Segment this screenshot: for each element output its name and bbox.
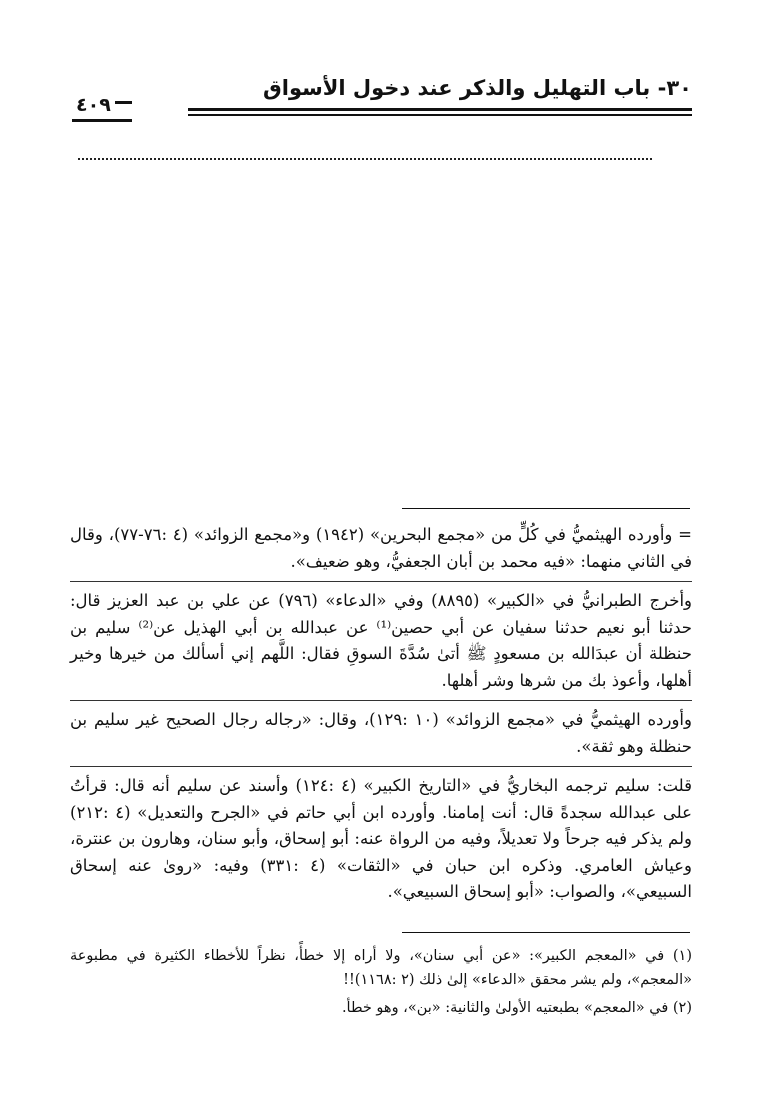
footnotes <box>70 944 692 1024</box>
paragraph-divider <box>70 766 692 767</box>
paragraph-divider <box>70 581 692 582</box>
note-paragraph: = وأورده الهيثميُّ في كُلٍّ من «مجمع البحرين» (١٩٤٢) و«مجمع الزوائد» (٤ :٧٦-٧٧)، وقال في الثاني منهما: «فيه محمد بن أبان الجعفيُّ، وهو ضعيف». <box>70 525 692 571</box>
dotted-separator <box>78 158 652 160</box>
continued-notes <box>70 522 692 912</box>
footnote-2: (٢) في «المعجم» بطبعتيه الأولىٰ والثانية: «بن»، وهو خطأ. <box>341 1000 692 1016</box>
notes-rule <box>402 508 690 509</box>
header-ornament-bottom <box>72 119 132 122</box>
footnote-rule <box>402 932 690 933</box>
note-paragraph: وأورده الهيثميُّ في «مجمع الزوائد» (١٠ :١٢٩)، وقال: «رجاله رجال الصحيح غير سليم بن حنظلة وهو ثقة». <box>70 710 692 756</box>
page-header <box>70 76 692 106</box>
note-paragraph: وأخرج الطبرانيُّ في «الكبير» (٨٨٩٥) وفي «الدعاء» (٧٩٦) عن علي بن عبد العزيز قال: حدثنا أبو نعيم حدثنا سفيان عن أبي حصين⁽¹⁾ عن عبدالله بن أبي الهذيل عن⁽²⁾ سليم بن حنظلة أن عبدَالله بن مسعودٍ ﷺ أتىٰ سُدَّةَ السوقِ فقال: اللَّهم إني أسألك من خيرها وخير أهلها، وأعوذ بك من شرها وشر أهلها. <box>70 591 692 690</box>
header-rule-thin <box>188 114 692 116</box>
header-rule <box>188 108 692 111</box>
footnote-1: (١) في «المعجم الكبير»: «عن أبي سنان»، ولا أراه إلا خطأً، نظراً للأخطاء الكثيرة في مطبوعة «المعجم»، ولم يشر محقق «الدعاء» إلىٰ ذلك (٢ :١١٦٨)!! <box>70 948 692 988</box>
chapter-title: ٣٠- باب التهليل والذكر عند دخول الأسواق <box>262 76 692 100</box>
note-paragraph: قلت: سليم ترجمه البخاريُّ في «التاريخ الكبير» (٤ :١٢٤) وأسند عن سليم أنه قال: قرأتُ على عبدالله سجدةً قال: أنت إمامنا. وأورده ابن أبي حاتم في «الجرح والتعديل» (٤ :٢١٢) ولم يذكر فيه جرحاً ولا تعديلاً، وفيه من الرواة عنه: أبو إسحاق، وأبو سنان، وهارون بن عنترة، وعياش العامري. وذكره ابن حبان في «الثقات» (٤ :٣٣١) وفيه: «روىٰ عنه إسحاق السبيعي»، والصواب: «أبو إسحاق السبيعي». <box>70 776 692 901</box>
paragraph-divider <box>70 700 692 701</box>
page-number: ٤٠٩ <box>72 94 115 116</box>
